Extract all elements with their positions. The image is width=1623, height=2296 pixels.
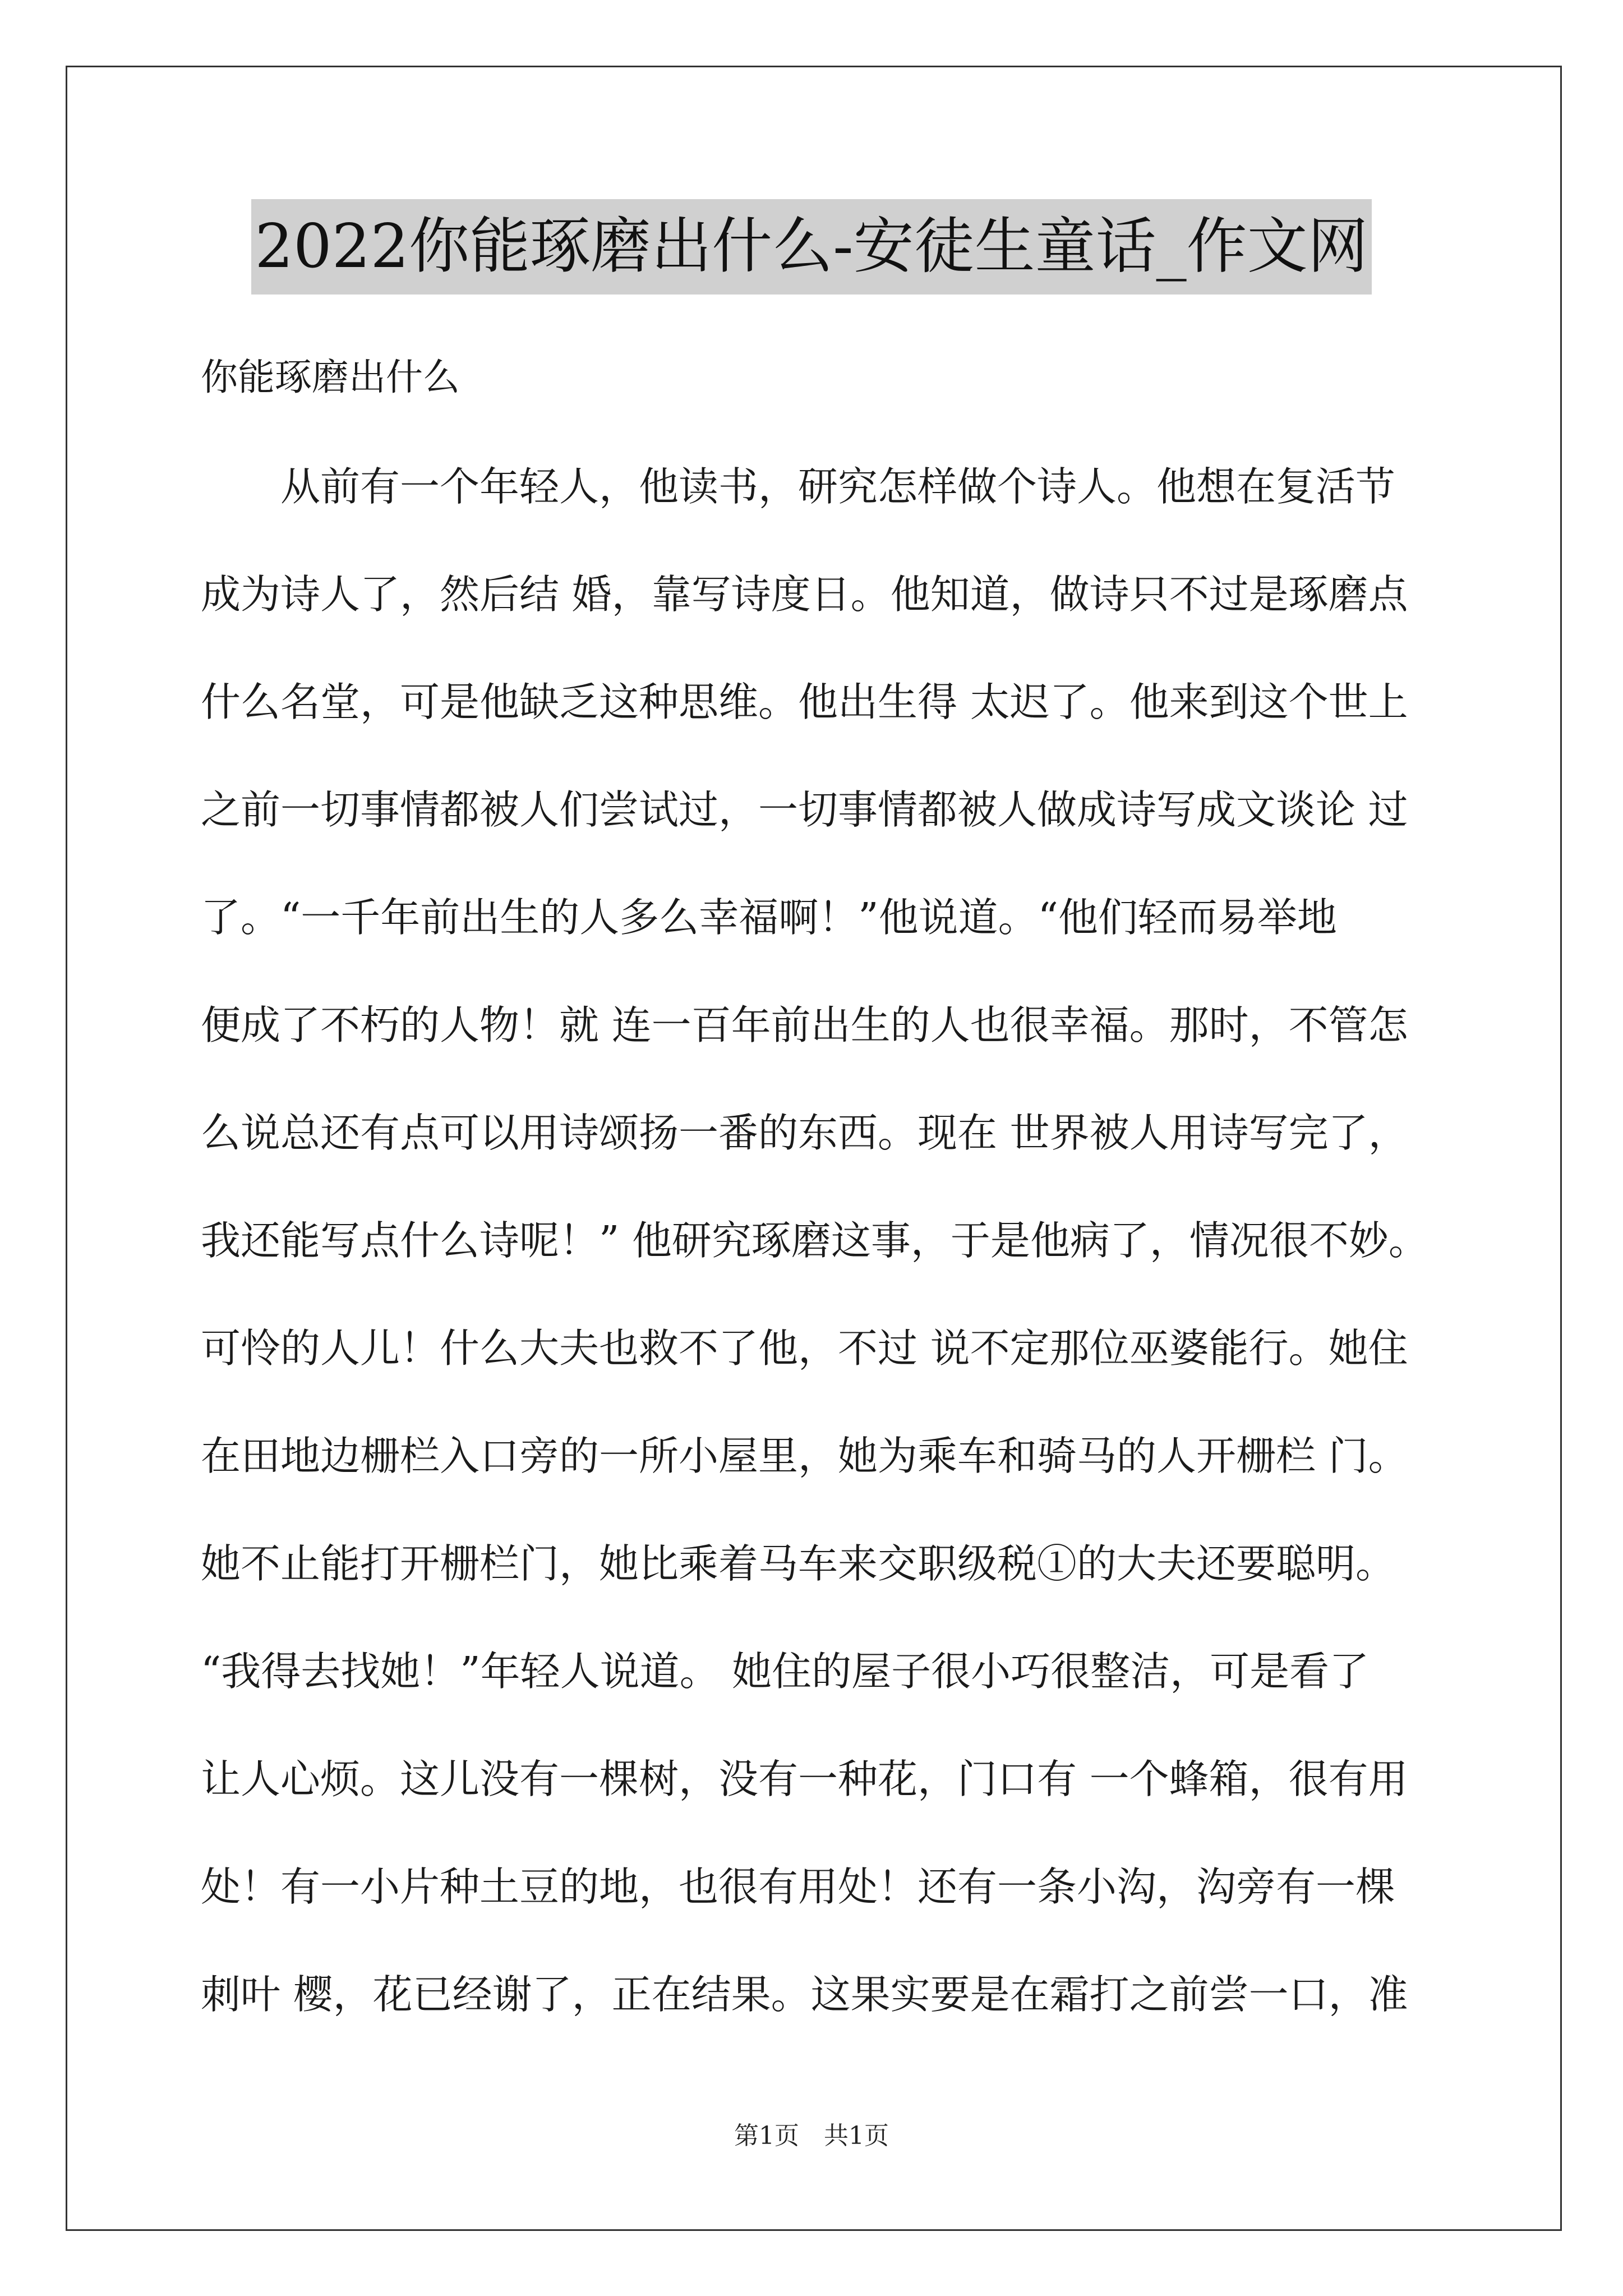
body-line: 从前有一个年轻人，他读书，研究怎样做个诗人。他想在复活节 <box>201 463 1396 510</box>
body-line: 什么名堂，可是他缺乏这种思维。他出生得 太迟了。他来到这个世上 <box>201 679 1408 725</box>
body-line: 在田地边栅栏入口旁的一所小屋里，她为乘车和骑马的人开栅栏 门。 <box>201 1433 1408 1479</box>
section-heading: 你能琢磨出什么 <box>201 356 460 399</box>
body-line: 便成了不朽的人物！就 连一百年前出生的人也很幸福。那时，不管怎 <box>201 1002 1408 1048</box>
body-line: 可怜的人儿！什么大夫也救不了他，不过 说不定那位巫婆能行。她住 <box>201 1325 1408 1372</box>
page-footer: 第1页 共1页 <box>734 2122 889 2150</box>
body-line: 处！有一小片种土豆的地，也很有用处！还有一条小沟，沟旁有一棵 <box>201 1864 1396 1910</box>
body-line: 了。“一千年前出生的人多么幸福啊！”他说道。“他们轻而易举地 <box>201 894 1337 941</box>
body-line: 让人心烦。这儿没有一棵树，没有一种花，门口有 一个蜂箱，很有用 <box>201 1756 1408 1802</box>
body-line: 刺叶 樱，花已经谢了，正在结果。这果实要是在霜打之前尝一口，准 <box>201 1971 1408 2018</box>
body-line: 我还能写点什么诗呢！” 他研究琢磨这事，于是他病了，情况很不妙。 <box>201 1217 1428 1264</box>
body-line: 成为诗人了，然后结 婚，靠写诗度日。他知道，做诗只不过是琢磨点 <box>201 571 1408 618</box>
body-line: 她不止能打开栅栏门，她比乘着马车来交职级税①的大夫还要聪明。 <box>201 1540 1396 1587</box>
body-text <box>201 459 1435 2074</box>
title-container <box>0 199 1623 295</box>
body-line: 么说总还有点可以用诗颂扬一番的东西。现在 世界被人用诗写完了， <box>201 1110 1408 1156</box>
body-line: “我得去找她！”年轻人说道。 她住的屋子很小巧很整洁，可是看了 <box>201 1648 1370 1695</box>
body-line: 之前一切事情都被人们尝试过，一切事情都被人做成诗写成文谈论 过 <box>201 786 1408 833</box>
document-title: 2022你能琢磨出什么-安徒生童话_作文网 <box>251 199 1371 295</box>
